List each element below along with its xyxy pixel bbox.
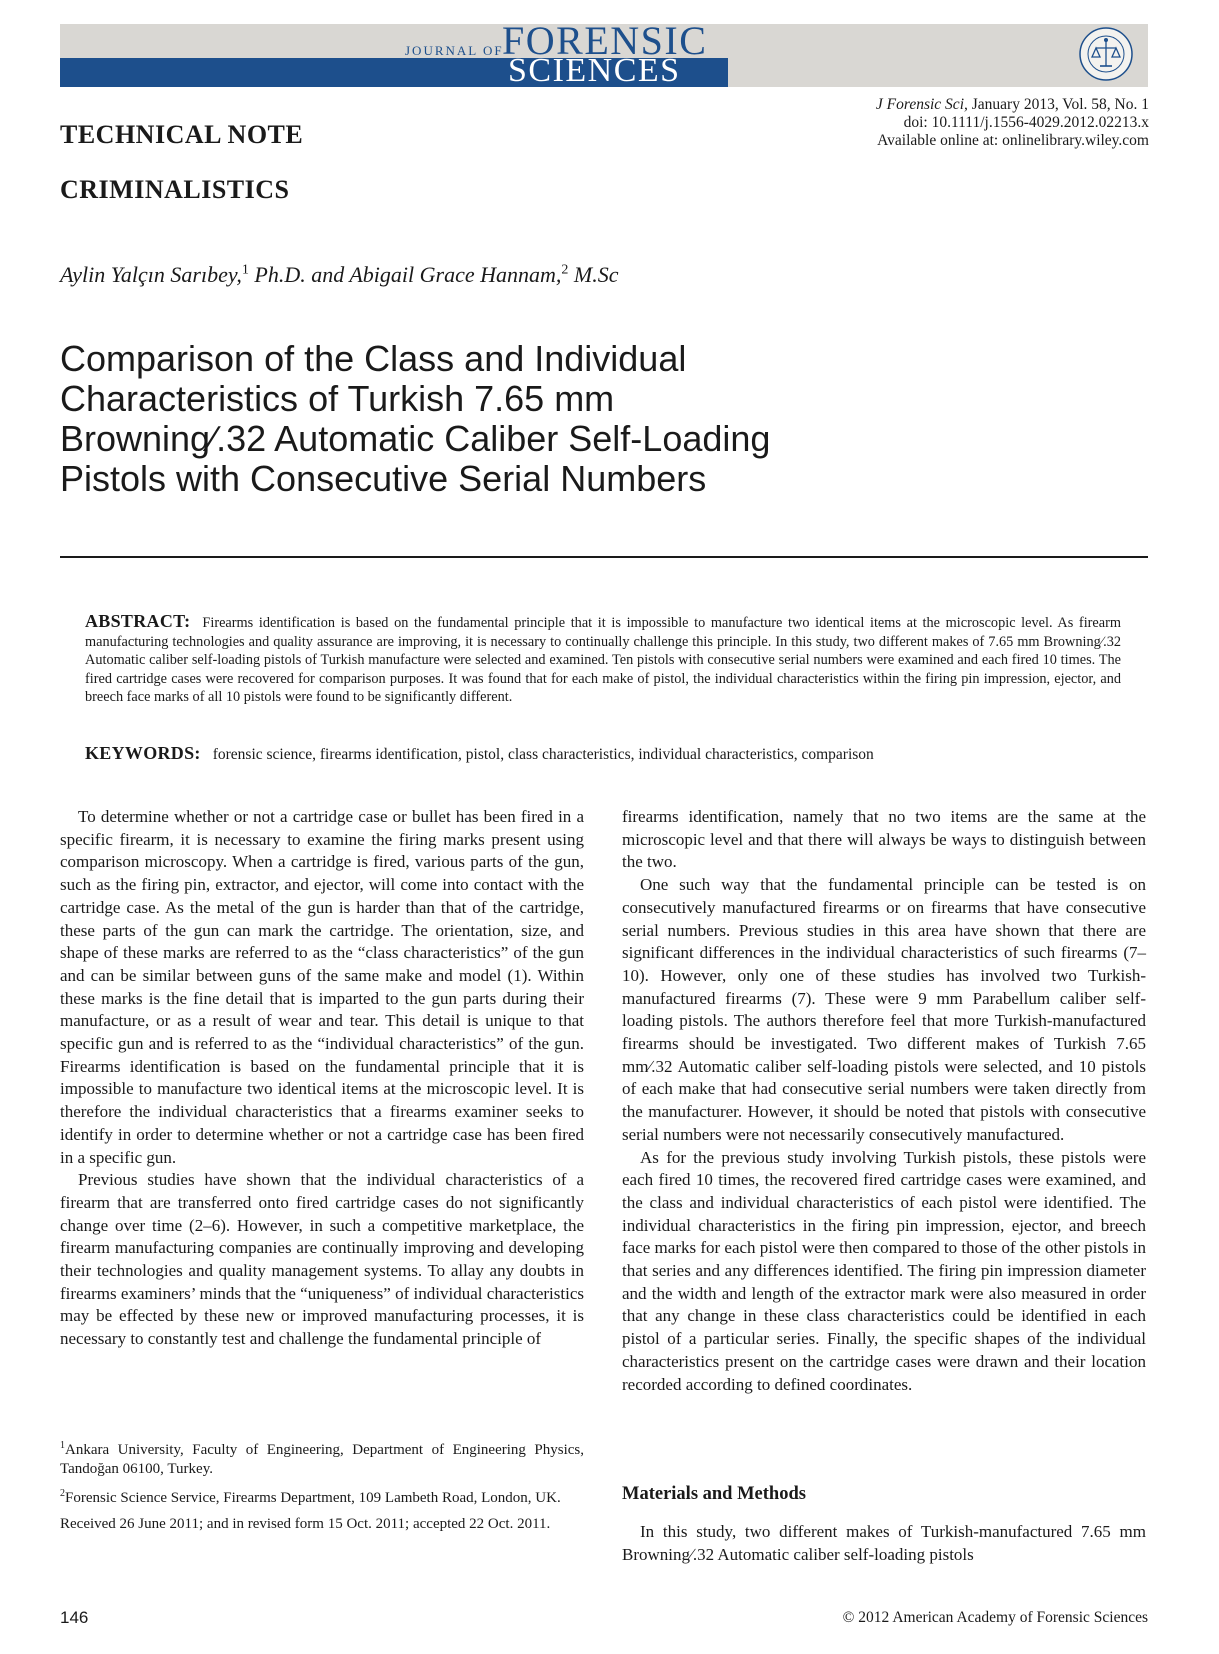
american-academy-seal-icon <box>1078 26 1134 82</box>
title-divider <box>60 556 1148 558</box>
footnote-mark: 2 <box>60 1488 65 1499</box>
masthead-journal-of: JOURNAL OF <box>405 43 504 58</box>
body-paragraph: Previous studies have shown that the individual characteristics of a firearm that are transferred onto fired cartridge cases do not significantly change over time (2–6). However, in such a competitive marketplace, the firearm manufacturing companies are continually improving and developing their technologies and quality management systems. To allay any doubts in firearms examiners’ minds that the “uniqueness” of individual characteristics may be effected by these new or improved manufacturing processes, it is necessary to constantly test and challenge the fundamental principle of <box>60 1170 584 1349</box>
article-type: TECHNICAL NOTE <box>60 120 304 149</box>
keywords-text: forensic science, firearms identification, pistol, class characteristics, individual characteristics, comparison <box>212 746 874 763</box>
copyright: © 2012 American Academy of Forensic Sciences <box>842 1609 1148 1626</box>
body-column-left <box>60 806 584 1351</box>
citation-block <box>876 96 1149 150</box>
masthead-sciences: SCIENCES <box>508 52 681 89</box>
author-1-affiliation-mark: 1 <box>241 262 249 278</box>
title-line: Browning∕.32 Automatic Caliber Self-Loading <box>60 418 771 459</box>
keywords <box>85 743 1121 765</box>
title-line: Comparison of the Class and Individual <box>60 338 687 379</box>
body-paragraph: As for the previous study involving Turkish pistols, these pistols were each fired 10 times, the recovered fired cartridge cases were examined, and the class and individual characteristics of each pistol were identified. The individual characteristics in the firing pin impression, ejector, and breech face marks for each pistol were then compared to those of the other pistols in that series and any differences identified. The firing pin impression diameter and the width and length of the extractor mark were also measured in order that any change in these class characteristics could be identified in each pistol of a particular series. Finally, the specific shapes of the individual characteristics present on the cartridge cases were drawn and their location recorded according to defined coordinates. <box>622 1147 1146 1394</box>
author-2-degree: M.Sc <box>568 262 619 287</box>
abstract <box>85 612 1121 707</box>
footnote-received: Received 26 June 2011; and in revised form 15 Oct. 2011; accepted 22 Oct. 2011. <box>60 1515 551 1532</box>
author-2-affiliation-mark: 2 <box>561 262 569 278</box>
abstract-label: ABSTRACT: <box>85 611 191 631</box>
title-line: Pistols with Consecutive Serial Numbers <box>60 458 707 499</box>
abstract-text: Firearms identification is based on the fundamental principle that it is impossible to manufacture two identical items at the microscopic level. As firearm manufacturing technologies and quality assurance are improving, it is necessary to continually challenge this principle. In this study, two different makes of 7.65 mm Browning∕.32 Automatic caliber self-loading pistols of Turkish manufacture were selected and examined. Ten pistols with consecutive serial numbers were examined and each fired 10 times. The fired cartridge cases were recovered for comparison purposes. It was found that for each make of pistol, the individual characteristics within the firing pin impression, ejector, and breech face marks of all 10 pistols were found to be significantly different. <box>85 615 1121 705</box>
citation-line <box>876 96 1149 114</box>
body-paragraph: In this study, two different makes of Turkish-manufactured 7.65 mm Browning∕.32 Automatic caliber self-loading pistols <box>622 1522 1146 1564</box>
footnote-text: Forensic Science Service, Firearms Department, 109 Lambeth Road, London, UK. <box>65 1490 561 1506</box>
body-paragraph: One such way that the fundamental principle can be tested is on consecutively manufactured firearms or on firearms that have consecutive serial numbers. Previous studies in this area have shown that there are significant differences in the individual characteristics of such firearms (7–10). However, only one of these studies has involved two Turkish-manufactured firearms (7). These were 9 mm Parabellum caliber self-loading pistols. The authors therefore feel that more Turkish-manufactured firearms should be investigated. Two different makes of Turkish 7.65 mm∕.32 Automatic caliber self-loading pistols were selected, and 10 pistols of each make that had consecutive serial numbers were taken directly from the manufacturer. However, it should be noted that pistols with consecutive serial numbers were not necessarily consecutively manufactured. <box>622 875 1146 1144</box>
footnote-affiliation-1 <box>60 1437 584 1478</box>
article-category: CRIMINALISTICS <box>60 175 290 204</box>
body-paragraph: To determine whether or not a cartridge case or bullet has been fired in a specific firearm, it is necessary to examine the firing marks present using comparison microscopy. When a cartridge is fired, various parts of the gun, such as the firing pin, extractor, and ejector, will come into contact with the cartridge case. As the metal of the gun is harder than that of the cartridge, these parts of the gun can mark the cartridge. The orientation, size, and shape of these marks are referred to as the “class characteristics” of the gun and can be similar between guns of the same make and model (1). Within these marks is the fine detail that is imparted to the gun parts during their manufacture, or as a result of wear and tear. This detail is unique to that specific gun and is referred to as the “individual characteristics” of the gun. Firearms identification is based on the fundamental principle that it is impossible to manufacture two identical items at the microscopic level. It is therefore the individual characteristics that a firearms examiner seeks to identify in order to determine whether or not a cartridge case has been fired in a specific gun. <box>60 807 584 1167</box>
keywords-label: KEYWORDS: <box>85 743 201 763</box>
author-1: Aylin Yalçın Sarıbey, <box>60 262 242 287</box>
title-line: Characteristics of Turkish 7.65 mm <box>60 378 615 419</box>
author-line <box>60 262 618 288</box>
footnote-text: Ankara University, Faculty of Engineering, Department of Engineering Physics, Tandoğan 06100, Turkey. <box>60 1442 584 1477</box>
journal-masthead <box>60 18 1148 89</box>
body-paragraph: firearms identification, namely that no two items are the same at the microscopic level and that there will always be ways to distinguish between the two. <box>622 807 1146 872</box>
materials-methods-text <box>622 1521 1146 1566</box>
footnote-affiliation-2 <box>60 1485 584 1508</box>
citation-rest: January 2013, Vol. 58, No. 1 <box>967 96 1149 113</box>
online-line: Available online at: onlinelibrary.wiley.com <box>877 132 1149 149</box>
doi-line: doi: 10.1111/j.1556-4029.2012.02213.x <box>903 114 1149 131</box>
body-column-right <box>622 806 1146 1396</box>
page-number: 146 <box>60 1608 89 1627</box>
footnote-mark: 1 <box>60 1440 65 1451</box>
citation-journal: J Forensic Sci, <box>875 96 968 113</box>
article-title <box>60 339 900 499</box>
footnotes <box>60 1437 584 1540</box>
section-heading-materials-methods: Materials and Methods <box>622 1484 806 1504</box>
author-2: Ph.D. and Abigail Grace Hannam, <box>248 262 562 287</box>
masthead-forensic: FORENSIC <box>502 18 708 63</box>
